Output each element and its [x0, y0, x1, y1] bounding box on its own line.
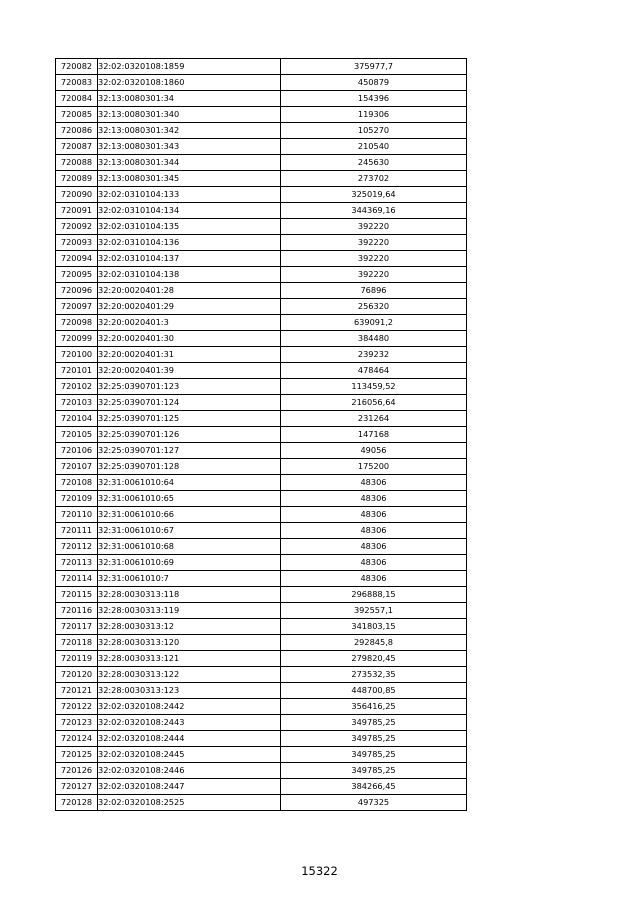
cadastral-number-cell: 32:28:0030313:120 — [98, 635, 281, 651]
table-row — [56, 731, 467, 747]
value-cell: 448700,85 — [281, 683, 467, 699]
value-cell: 356416,25 — [281, 699, 467, 715]
table-row — [56, 587, 467, 603]
table-row — [56, 203, 467, 219]
row-id-cell: 720115 — [56, 587, 98, 603]
table-row — [56, 459, 467, 475]
row-id-cell: 720107 — [56, 459, 98, 475]
cadastral-number-cell: 32:20:0020401:39 — [98, 363, 281, 379]
cadastral-number-cell: 32:25:0390701:125 — [98, 411, 281, 427]
table-row — [56, 715, 467, 731]
row-id-cell: 720082 — [56, 59, 98, 75]
cadastral-number-cell: 32:20:0020401:28 — [98, 283, 281, 299]
cadastral-number-cell: 32:02:0310104:134 — [98, 203, 281, 219]
row-id-cell: 720095 — [56, 267, 98, 283]
cadastral-number-cell: 32:28:0030313:12 — [98, 619, 281, 635]
cadastral-number-cell: 32:28:0030313:118 — [98, 587, 281, 603]
table-row — [56, 635, 467, 651]
value-cell: 256320 — [281, 299, 467, 315]
value-cell: 325019,64 — [281, 187, 467, 203]
value-cell: 48306 — [281, 523, 467, 539]
row-id-cell: 720113 — [56, 555, 98, 571]
row-id-cell: 720098 — [56, 315, 98, 331]
table-row — [56, 603, 467, 619]
value-cell: 478464 — [281, 363, 467, 379]
table-row — [56, 475, 467, 491]
row-id-cell: 720102 — [56, 379, 98, 395]
cadastral-number-cell: 32:02:0320108:2446 — [98, 763, 281, 779]
table-row — [56, 651, 467, 667]
table-row — [56, 747, 467, 763]
row-id-cell: 720119 — [56, 651, 98, 667]
value-cell: 392557,1 — [281, 603, 467, 619]
value-cell: 175200 — [281, 459, 467, 475]
cadastral-number-cell: 32:13:0080301:34 — [98, 91, 281, 107]
value-cell: 639091,2 — [281, 315, 467, 331]
cadastral-number-cell: 32:28:0030313:123 — [98, 683, 281, 699]
cadastral-number-cell: 32:31:0061010:69 — [98, 555, 281, 571]
cadastral-number-cell: 32:20:0020401:3 — [98, 315, 281, 331]
row-id-cell: 720120 — [56, 667, 98, 683]
value-cell: 349785,25 — [281, 731, 467, 747]
table-row — [56, 75, 467, 91]
cadastral-number-cell: 32:02:0320108:2525 — [98, 795, 281, 811]
table-row — [56, 507, 467, 523]
cadastral-number-cell: 32:25:0390701:124 — [98, 395, 281, 411]
row-id-cell: 720105 — [56, 427, 98, 443]
row-id-cell: 720117 — [56, 619, 98, 635]
value-cell: 392220 — [281, 251, 467, 267]
value-cell: 105270 — [281, 123, 467, 139]
table-row — [56, 779, 467, 795]
value-cell: 375977,7 — [281, 59, 467, 75]
value-cell: 497325 — [281, 795, 467, 811]
cadastral-number-cell: 32:31:0061010:66 — [98, 507, 281, 523]
table-row — [56, 235, 467, 251]
row-id-cell: 720088 — [56, 155, 98, 171]
table-row — [56, 539, 467, 555]
table-row — [56, 219, 467, 235]
table-row — [56, 427, 467, 443]
value-cell: 245630 — [281, 155, 467, 171]
row-id-cell: 720110 — [56, 507, 98, 523]
cadastral-number-cell: 32:13:0080301:340 — [98, 107, 281, 123]
value-cell: 210540 — [281, 139, 467, 155]
table-row — [56, 395, 467, 411]
registry-table-body — [56, 59, 467, 811]
table-row — [56, 251, 467, 267]
row-id-cell: 720093 — [56, 235, 98, 251]
cadastral-number-cell: 32:25:0390701:127 — [98, 443, 281, 459]
table-row — [56, 187, 467, 203]
table-row — [56, 123, 467, 139]
value-cell: 147168 — [281, 427, 467, 443]
table-row — [56, 107, 467, 123]
registry-table — [55, 58, 467, 811]
row-id-cell: 720128 — [56, 795, 98, 811]
row-id-cell: 720099 — [56, 331, 98, 347]
cadastral-number-cell: 32:25:0390701:123 — [98, 379, 281, 395]
row-id-cell: 720118 — [56, 635, 98, 651]
table-row — [56, 171, 467, 187]
table-row — [56, 411, 467, 427]
value-cell: 119306 — [281, 107, 467, 123]
cadastral-number-cell: 32:02:0310104:133 — [98, 187, 281, 203]
table-row — [56, 683, 467, 699]
row-id-cell: 720104 — [56, 411, 98, 427]
value-cell: 48306 — [281, 555, 467, 571]
cadastral-number-cell: 32:02:0310104:135 — [98, 219, 281, 235]
row-id-cell: 720108 — [56, 475, 98, 491]
cadastral-number-cell: 32:28:0030313:121 — [98, 651, 281, 667]
value-cell: 349785,25 — [281, 747, 467, 763]
value-cell: 76896 — [281, 283, 467, 299]
cadastral-number-cell: 32:13:0080301:343 — [98, 139, 281, 155]
cadastral-number-cell: 32:02:0320108:1859 — [98, 59, 281, 75]
table-row — [56, 571, 467, 587]
table-row — [56, 491, 467, 507]
value-cell: 296888,15 — [281, 587, 467, 603]
value-cell: 392220 — [281, 235, 467, 251]
row-id-cell: 720100 — [56, 347, 98, 363]
table-row — [56, 795, 467, 811]
cadastral-number-cell: 32:02:0310104:137 — [98, 251, 281, 267]
cadastral-number-cell: 32:28:0030313:119 — [98, 603, 281, 619]
row-id-cell: 720103 — [56, 395, 98, 411]
cadastral-number-cell: 32:31:0061010:7 — [98, 571, 281, 587]
value-cell: 349785,25 — [281, 715, 467, 731]
row-id-cell: 720126 — [56, 763, 98, 779]
cadastral-number-cell: 32:02:0320108:2442 — [98, 699, 281, 715]
value-cell: 273702 — [281, 171, 467, 187]
cadastral-number-cell: 32:02:0310104:138 — [98, 267, 281, 283]
row-id-cell: 720085 — [56, 107, 98, 123]
value-cell: 48306 — [281, 539, 467, 555]
table-row — [56, 763, 467, 779]
value-cell: 49056 — [281, 443, 467, 459]
cadastral-number-cell: 32:13:0080301:342 — [98, 123, 281, 139]
table-row — [56, 443, 467, 459]
row-id-cell: 720121 — [56, 683, 98, 699]
cadastral-number-cell: 32:02:0320108:1860 — [98, 75, 281, 91]
table-row — [56, 363, 467, 379]
cadastral-number-cell: 32:13:0080301:344 — [98, 155, 281, 171]
value-cell: 341803,15 — [281, 619, 467, 635]
table-row — [56, 555, 467, 571]
cadastral-number-cell: 32:31:0061010:64 — [98, 475, 281, 491]
cadastral-number-cell: 32:31:0061010:68 — [98, 539, 281, 555]
table-row — [56, 91, 467, 107]
row-id-cell: 720123 — [56, 715, 98, 731]
row-id-cell: 720086 — [56, 123, 98, 139]
value-cell: 113459,52 — [281, 379, 467, 395]
row-id-cell: 720092 — [56, 219, 98, 235]
value-cell: 292845,8 — [281, 635, 467, 651]
value-cell: 344369,16 — [281, 203, 467, 219]
row-id-cell: 720111 — [56, 523, 98, 539]
row-id-cell: 720114 — [56, 571, 98, 587]
row-id-cell: 720106 — [56, 443, 98, 459]
page-number: 15322 — [301, 864, 338, 878]
row-id-cell: 720084 — [56, 91, 98, 107]
table-row — [56, 699, 467, 715]
cadastral-number-cell: 32:02:0320108:2447 — [98, 779, 281, 795]
cadastral-number-cell: 32:31:0061010:67 — [98, 523, 281, 539]
table-row — [56, 139, 467, 155]
value-cell: 384480 — [281, 331, 467, 347]
table-row — [56, 523, 467, 539]
table-row — [56, 331, 467, 347]
row-id-cell: 720101 — [56, 363, 98, 379]
row-id-cell: 720087 — [56, 139, 98, 155]
row-id-cell: 720097 — [56, 299, 98, 315]
table-row — [56, 59, 467, 75]
table-row — [56, 619, 467, 635]
row-id-cell: 720124 — [56, 731, 98, 747]
table-row — [56, 155, 467, 171]
table-row — [56, 667, 467, 683]
value-cell: 154396 — [281, 91, 467, 107]
row-id-cell: 720096 — [56, 283, 98, 299]
value-cell: 48306 — [281, 571, 467, 587]
row-id-cell: 720122 — [56, 699, 98, 715]
table-row — [56, 283, 467, 299]
row-id-cell: 720112 — [56, 539, 98, 555]
row-id-cell: 720083 — [56, 75, 98, 91]
value-cell: 216056,64 — [281, 395, 467, 411]
row-id-cell: 720125 — [56, 747, 98, 763]
row-id-cell: 720127 — [56, 779, 98, 795]
value-cell: 392220 — [281, 219, 467, 235]
value-cell: 48306 — [281, 475, 467, 491]
cadastral-number-cell: 32:20:0020401:30 — [98, 331, 281, 347]
cadastral-number-cell: 32:25:0390701:128 — [98, 459, 281, 475]
table-row — [56, 299, 467, 315]
value-cell: 239232 — [281, 347, 467, 363]
cadastral-number-cell: 32:02:0310104:136 — [98, 235, 281, 251]
cadastral-number-cell: 32:20:0020401:29 — [98, 299, 281, 315]
cadastral-number-cell: 32:25:0390701:126 — [98, 427, 281, 443]
value-cell: 349785,25 — [281, 763, 467, 779]
row-id-cell: 720094 — [56, 251, 98, 267]
value-cell: 279820,45 — [281, 651, 467, 667]
table-row — [56, 267, 467, 283]
row-id-cell: 720090 — [56, 187, 98, 203]
table-row — [56, 315, 467, 331]
row-id-cell: 720109 — [56, 491, 98, 507]
row-id-cell: 720091 — [56, 203, 98, 219]
value-cell: 48306 — [281, 491, 467, 507]
cadastral-number-cell: 32:28:0030313:122 — [98, 667, 281, 683]
value-cell: 273532,35 — [281, 667, 467, 683]
cadastral-number-cell: 32:13:0080301:345 — [98, 171, 281, 187]
row-id-cell: 720116 — [56, 603, 98, 619]
table-row — [56, 379, 467, 395]
value-cell: 48306 — [281, 507, 467, 523]
value-cell: 231264 — [281, 411, 467, 427]
cadastral-number-cell: 32:31:0061010:65 — [98, 491, 281, 507]
row-id-cell: 720089 — [56, 171, 98, 187]
cadastral-number-cell: 32:20:0020401:31 — [98, 347, 281, 363]
cadastral-number-cell: 32:02:0320108:2443 — [98, 715, 281, 731]
cadastral-number-cell: 32:02:0320108:2445 — [98, 747, 281, 763]
cadastral-number-cell: 32:02:0320108:2444 — [98, 731, 281, 747]
value-cell: 392220 — [281, 267, 467, 283]
value-cell: 450879 — [281, 75, 467, 91]
table-row — [56, 347, 467, 363]
value-cell: 384266,45 — [281, 779, 467, 795]
